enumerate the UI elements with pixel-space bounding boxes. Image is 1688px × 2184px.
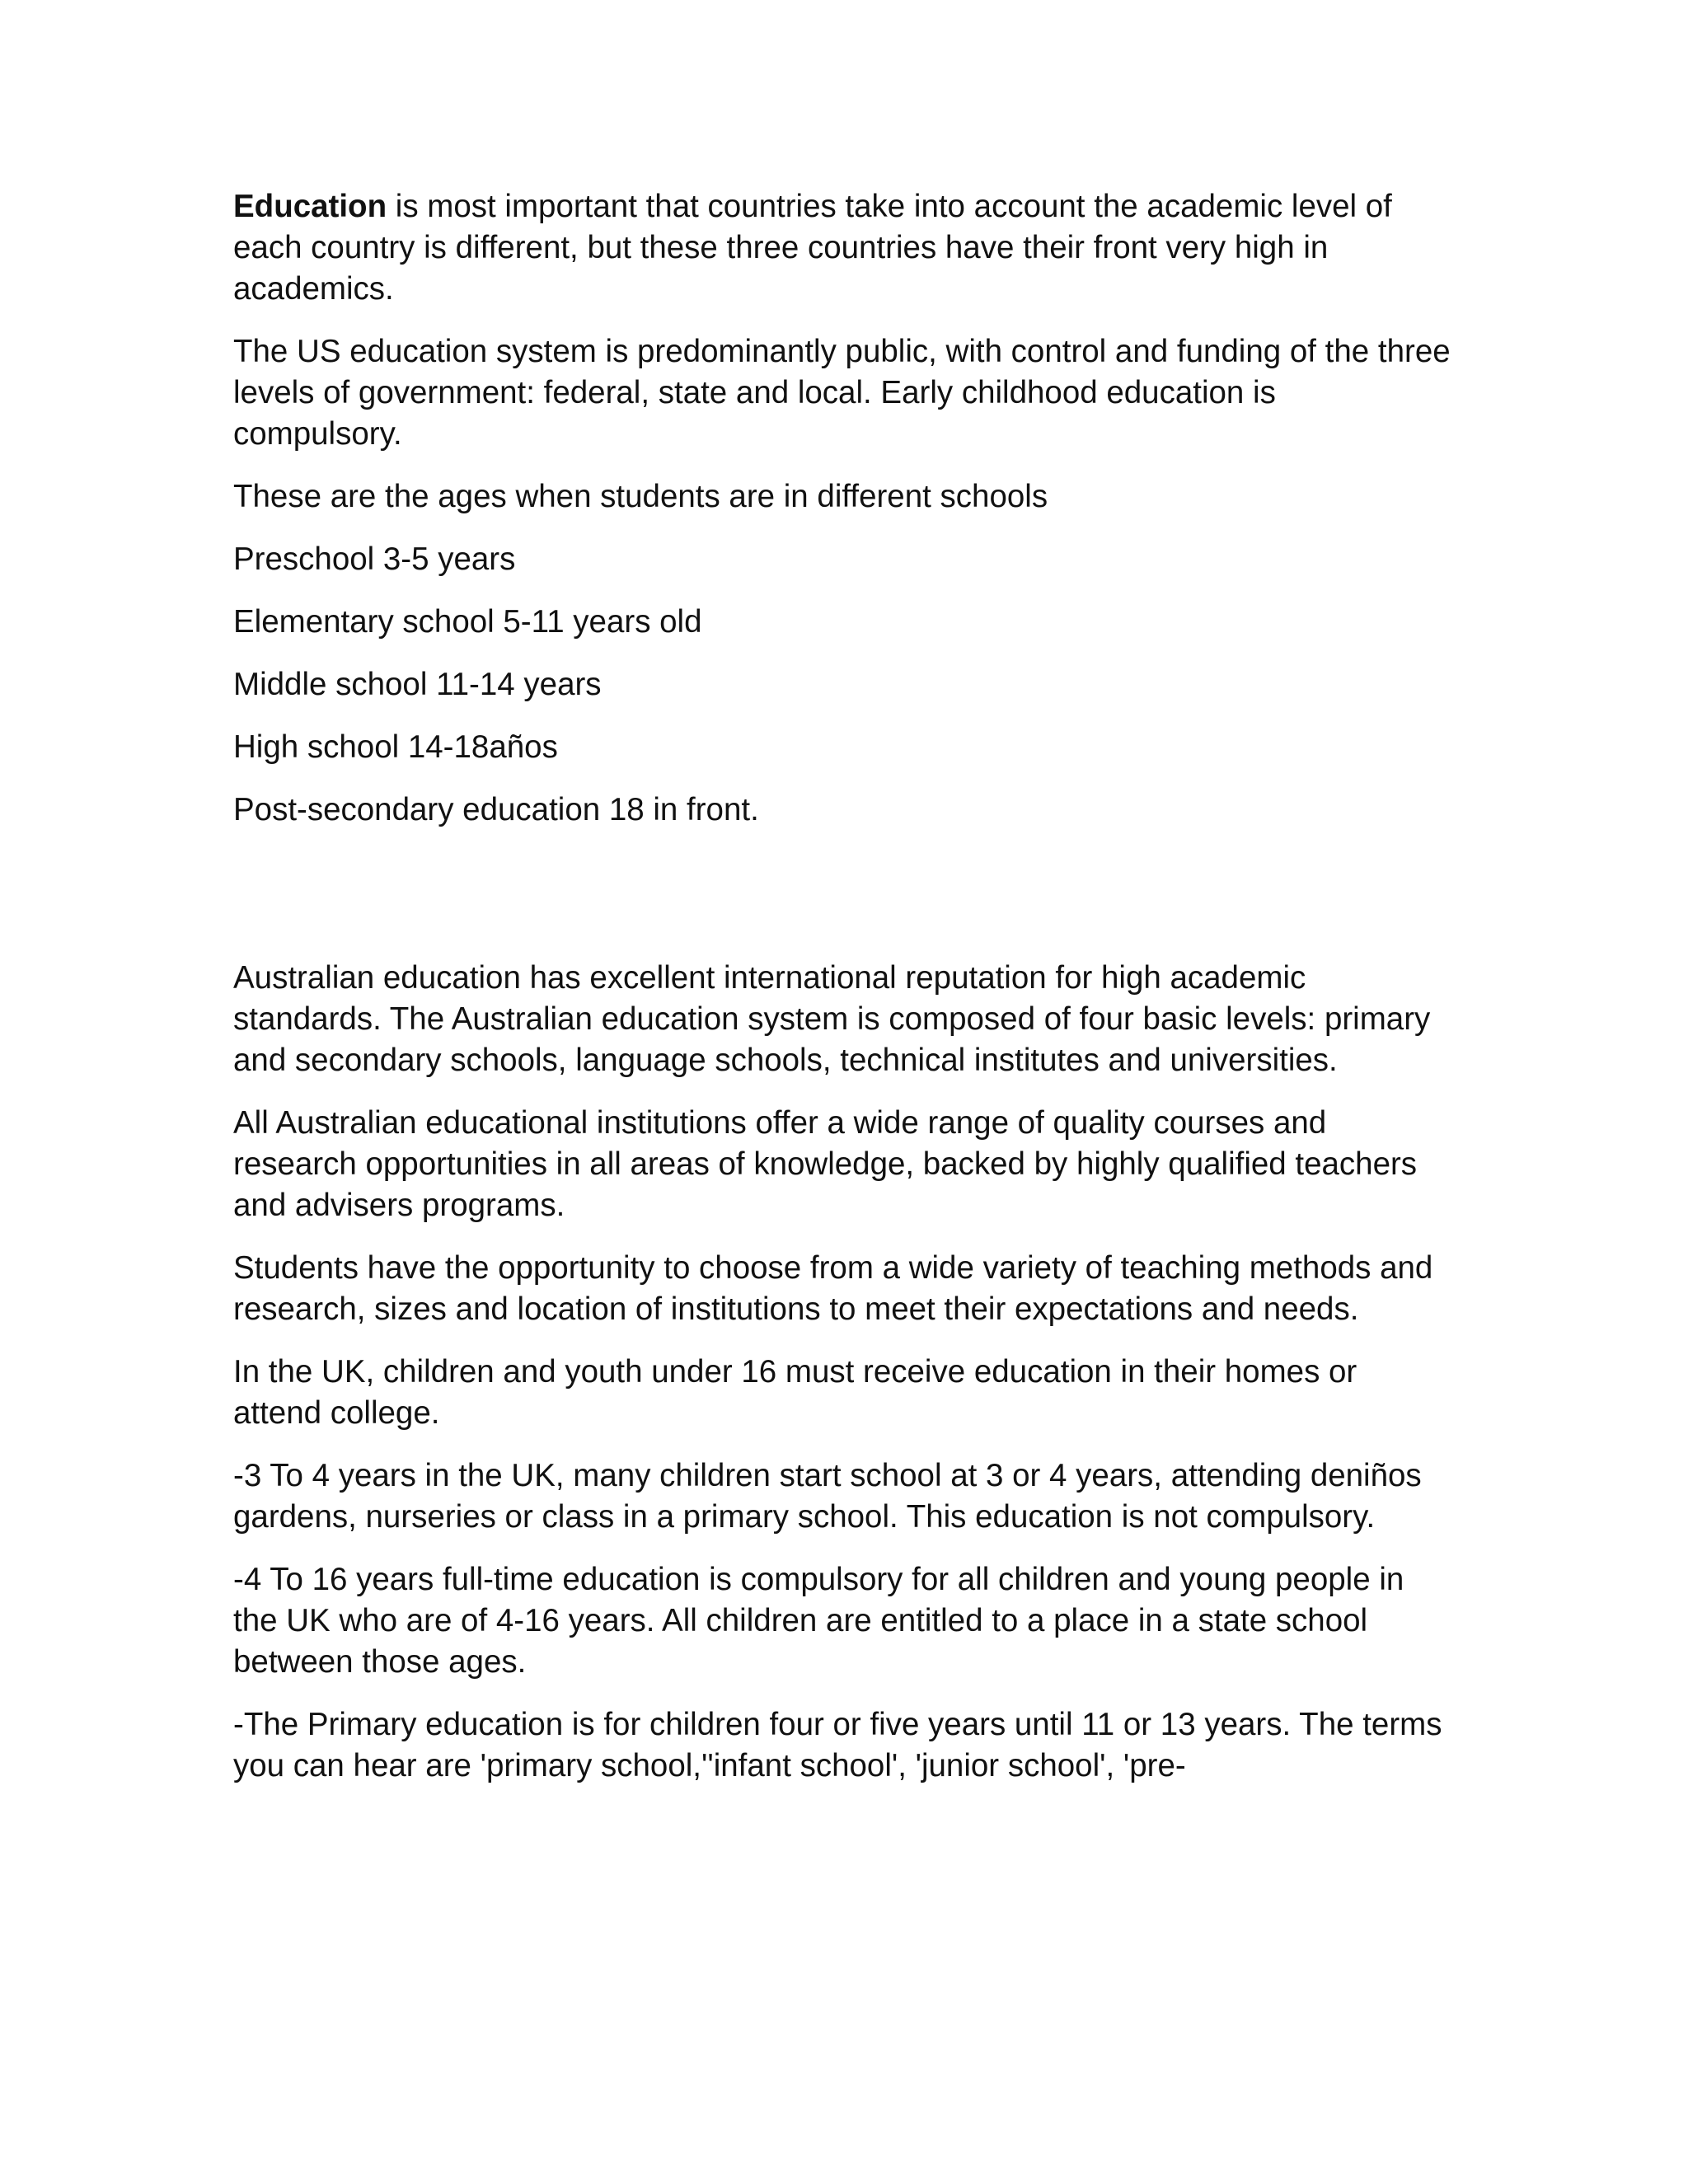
australia-paragraph-1: Australian education has excellent international reputation for high academic standards. The Australian education system is composed of four basic levels: primary and secondary schools, language schools, technical institutes and universities. <box>233 960 1431 1078</box>
us-stage-post-secondary: Post-secondary education 18 in front. <box>233 792 759 827</box>
uk-paragraph-4: -The Primary education is for children four or five years until 11 or 13 years. The terms you can hear are 'primary school,''infant school', 'junior school', 'pre- <box>233 1707 1442 1783</box>
australia-paragraph-2: All Australian educational institutions offer a wide range of quality courses and research opportunities in all areas of knowledge, backed by highly qualified teachers and advisers programs. <box>233 1105 1418 1223</box>
us-ages-intro: These are the ages when students are in different schools <box>233 479 1048 514</box>
us-stage-middle: Middle school 11-14 years <box>233 667 602 702</box>
uk-paragraph-2: -3 To 4 years in the UK, many children start school at 3 or 4 years, attending deniños gardens, nurseries or class in a primary school. This education is not compulsory. <box>233 1458 1422 1535</box>
australia-paragraph-3: Students have the opportunity to choose from a wide variety of teaching methods and research, sizes and location of institutions to meet their expectations and needs. <box>233 1250 1433 1327</box>
us-system-paragraph: The US education system is predominantly public, with control and funding of the three levels of government: federal, state and local. Early childhood education is compulsory. <box>233 334 1451 452</box>
us-stage-elementary: Elementary school 5-11 years old <box>233 604 702 640</box>
uk-paragraph-1: In the UK, children and youth under 16 must receive education in their homes or attend college. <box>233 1354 1357 1431</box>
us-stage-preschool: Preschool 3-5 years <box>233 541 516 577</box>
us-stage-high: High school 14-18años <box>233 729 558 765</box>
intro-text: is most important that countries take into account the academic level of each country is different, but these three countries have their front very high in academics. <box>233 189 1392 307</box>
section-gap <box>233 852 1453 958</box>
uk-paragraph-3: -4 To 16 years full-time education is compulsory for all children and young people in the UK who are of 4-16 years. All children are entitled to a place in a state school between those ages. <box>233 1562 1404 1680</box>
document-body <box>233 186 1453 1808</box>
intro-bold-word: Education <box>233 189 387 224</box>
intro-paragraph <box>233 186 1453 310</box>
